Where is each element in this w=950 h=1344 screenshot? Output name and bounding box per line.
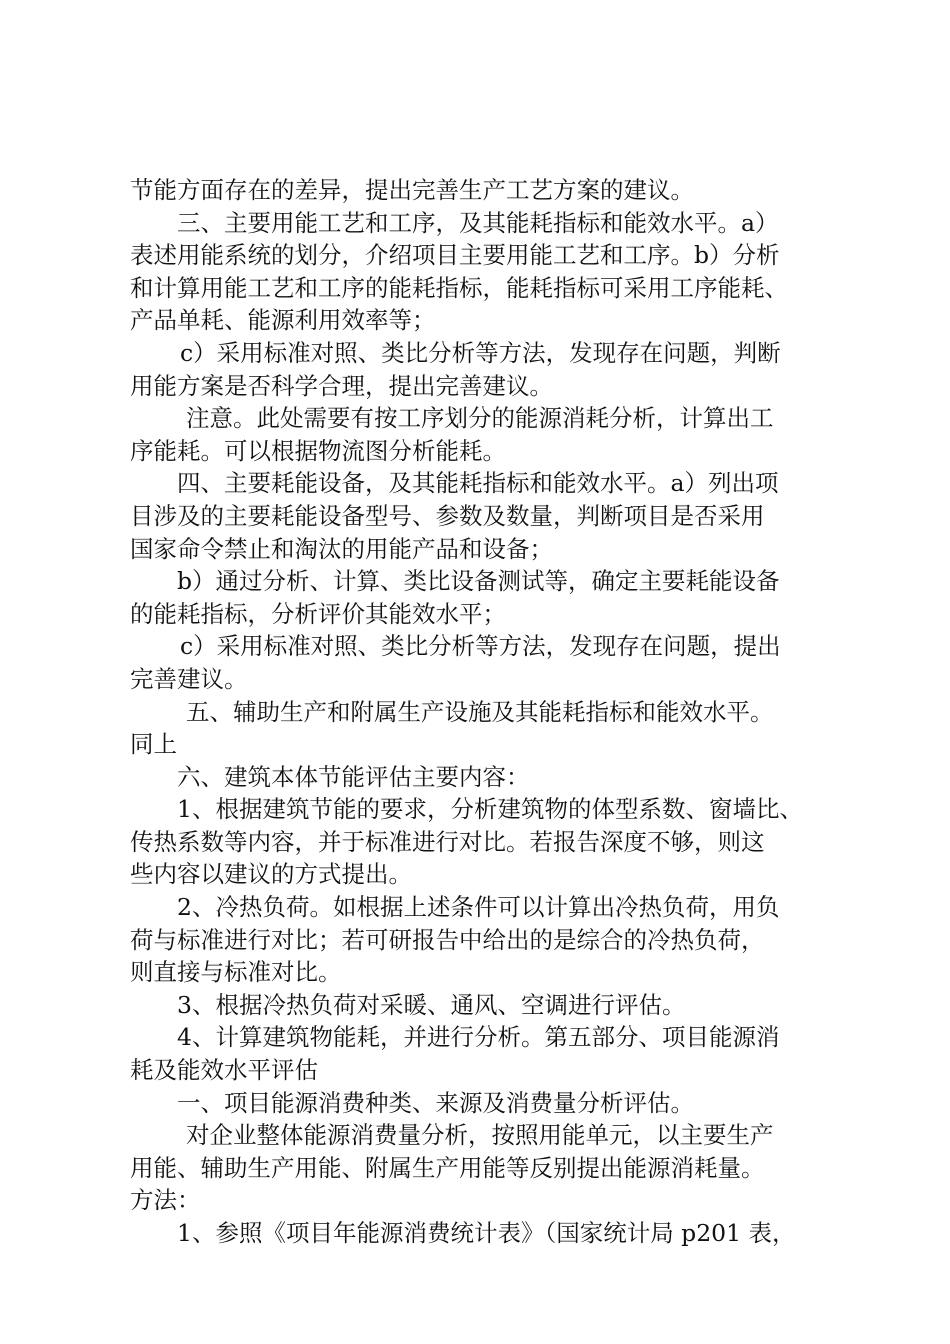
body-text (130, 174, 835, 1250)
text-line: 方法： (130, 1186, 201, 1215)
text-line: 四、主要耗能设备，及其能耗指标和能效水平。a）列出项 (177, 469, 779, 498)
text-line: 国家命令禁止和淘汰的用能产品和设备； (130, 534, 553, 563)
text-line: 目涉及的主要耗能设备型号、参数及数量，判断项目是否采用 (130, 501, 765, 530)
text-line: c）采用标准对照、类比分析等方法，发现存在问题，提出 (180, 632, 781, 661)
text-line: 完善建议。 (130, 664, 248, 693)
text-line: 耗及能效水平评估 (130, 1056, 318, 1085)
text-line: 节能方面存在的差异，提出完善生产工艺方案的建议。 (130, 176, 694, 204)
text-line: 的能耗指标，分析评价其能效水平； (130, 599, 506, 628)
text-line: 用能、辅助生产用能、附属生产用能等反别提出能源消耗量。 (130, 1153, 765, 1182)
text-line: 荷与标准进行对比；若可研报告中给出的是综合的冷热负荷， (130, 925, 765, 954)
text-line: 同上 (130, 730, 177, 759)
text-line: 3、根据冷热负荷对采暖、通风、空调进行评估。 (177, 990, 686, 1019)
text-line: 2、冷热负荷。如根据上述条件可以计算出冷热负荷，用负 (177, 893, 780, 922)
text-line: 六、建筑本体节能评估主要内容： (177, 762, 530, 791)
text-line: 则直接与标准对比。 (130, 958, 342, 987)
text-line: 1、参照《项目年能源消费统计表》（国家统计局 p201 表， (177, 1219, 796, 1247)
text-line: 4、计算建筑物能耗，并进行分析。第五部分、项目能源消 (177, 1023, 780, 1052)
text-line: 注意。此处需要有按工序划分的能源消耗分析，计算出工 (186, 404, 774, 433)
text-line: b）通过分析、计算、类比设备测试等，确定主要耗能设备 (177, 567, 780, 596)
text-line: 序能耗。可以根据物流图分析能耗。 (130, 436, 506, 465)
text-line: 用能方案是否科学合理，提出完善建议。 (130, 371, 553, 400)
text-line: 和计算用能工艺和工序的能耗指标，能耗指标可采用工序能耗、 (130, 273, 788, 302)
text-line: c）采用标准对照、类比分析等方法，发现存在问题，判断 (180, 338, 781, 367)
text-line: 传热系数等内容，并于标准进行对比。若报告深度不够，则这 (130, 827, 765, 856)
text-line: 三、主要用能工艺和工序，及其能耗指标和能效水平。a） (177, 208, 779, 237)
text-line: 1、根据建筑节能的要求，分析建筑物的体型系数、窗墙比、 (177, 795, 803, 824)
text-line: 一、项目能源消费种类、来源及消费量分析评估。 (177, 1088, 694, 1117)
text-line: 些内容以建议的方式提出。 (130, 860, 412, 889)
text-line: 表述用能系统的划分，介绍项目主要用能工艺和工序。b）分析 (130, 241, 780, 270)
text-line: 五、辅助生产和附属生产设施及其能耗指标和能效水平。 (186, 697, 774, 726)
text-line: 产品单耗、能源利用效率等； (130, 306, 436, 335)
text-line: 对企业整体能源消费量分析，按照用能单元，以主要生产 (186, 1121, 774, 1150)
